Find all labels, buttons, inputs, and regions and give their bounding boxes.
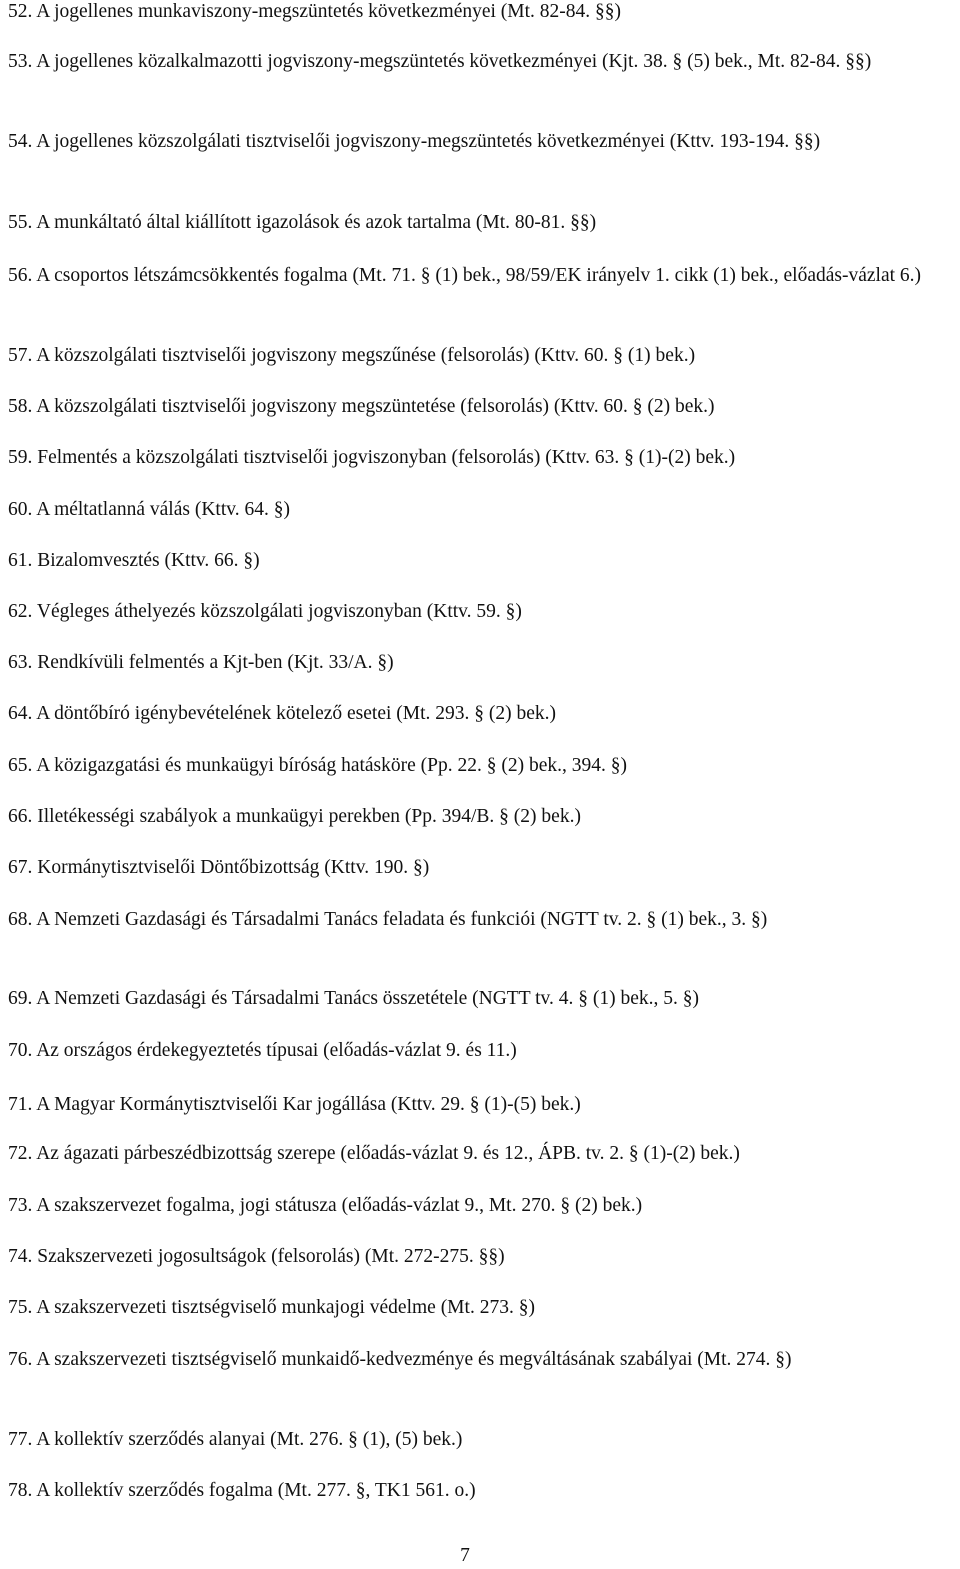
item-text: A csoportos létszámcsökkentés fogalma (Mt. 71. § (1) bek., 98/59/EK irányelv 1. cikk (1) bek., előadás-vázlat 6.): [36, 265, 922, 286]
item-number: 74.: [8, 1246, 33, 1267]
list-item: [8, 1293, 960, 1323]
list-item: [8, 648, 960, 678]
list-item: [8, 392, 960, 422]
item-text: A szakszervezet fogalma, jogi státusza (előadás-vázlat 9., Mt. 270. § (2) bek.): [36, 1195, 643, 1216]
item-number: 70.: [8, 1040, 33, 1061]
item-number: 76.: [8, 1349, 33, 1370]
item-number: 63.: [8, 652, 33, 673]
list-item: [8, 47, 960, 77]
page-number: 7: [460, 1545, 470, 1566]
item-number: 59.: [8, 447, 33, 468]
list-item: [8, 341, 960, 371]
item-text: A döntőbíró igénybevételének kötelező esetei (Mt. 293. § (2) bek.): [36, 703, 557, 724]
item-number: 75.: [8, 1297, 33, 1318]
list-item: [8, 1476, 960, 1506]
item-number: 68.: [8, 909, 33, 930]
item-number: 72.: [8, 1143, 33, 1164]
item-number: 67.: [8, 857, 33, 878]
list-item: [8, 751, 960, 781]
list-item: [8, 1090, 960, 1120]
list-item: [8, 699, 960, 729]
item-text: A jogellenes közszolgálati tisztviselői jogviszony-megszüntetés következményei (Kttv. 193-194. §§): [36, 131, 821, 152]
item-number: 78.: [8, 1480, 33, 1501]
item-text: A Magyar Kormánytisztviselői Kar jogállása (Kttv. 29. § (1)-(5) bek.): [36, 1094, 581, 1115]
list-item: [8, 1036, 960, 1066]
list-item: [8, 495, 960, 525]
item-text: A közszolgálati tisztviselői jogviszony megszűnése (felsorolás) (Kttv. 60. § (1) bek.): [36, 345, 696, 366]
item-text: Illetékességi szabályok a munkaügyi perekben (Pp. 394/B. § (2) bek.): [37, 806, 581, 827]
list-item: [8, 905, 960, 935]
item-text: Kormánytisztviselői Döntőbizottság (Kttv. 190. §): [37, 857, 430, 878]
item-number: 66.: [8, 806, 33, 827]
item-text: Szakszervezeti jogosultságok (felsorolás) (Mt. 272-275. §§): [37, 1246, 505, 1267]
item-text: A szakszervezeti tisztségviselő munkaidő-kedvezménye és megváltásának szabályai (Mt. 274. §): [36, 1349, 792, 1370]
item-number: 60.: [8, 499, 33, 520]
list-item: [8, 1242, 960, 1272]
list-item: [8, 1139, 960, 1169]
item-text: A Nemzeti Gazdasági és Társadalmi Tanács feladata és funkciói (NGTT tv. 2. § (1) bek., 3. §): [36, 909, 768, 930]
item-number: 58.: [8, 396, 33, 417]
item-number: 52.: [8, 1, 33, 22]
list-item: [8, 597, 960, 627]
item-text: Az országos érdekegyeztetés típusai (előadás-vázlat 9. és 11.): [36, 1040, 517, 1061]
list-item: [8, 127, 960, 157]
item-number: 56.: [8, 265, 33, 286]
item-number: 77.: [8, 1429, 33, 1450]
item-number: 69.: [8, 988, 33, 1009]
list-item: [8, 261, 960, 291]
list-item: [8, 0, 960, 27]
item-text: A közszolgálati tisztviselői jogviszony megszüntetése (felsorolás) (Kttv. 60. § (2) bek.): [36, 396, 715, 417]
item-text: A közigazgatási és munkaügyi bíróság hatásköre (Pp. 22. § (2) bek., 394. §): [36, 755, 628, 776]
item-number: 62.: [8, 601, 33, 622]
item-text: A Nemzeti Gazdasági és Társadalmi Tanács összetétele (NGTT tv. 4. § (1) bek., 5. §): [36, 988, 700, 1009]
item-text: A munkáltató által kiállított igazolások és azok tartalma (Mt. 80-81. §§): [36, 212, 597, 233]
item-text: A kollektív szerződés alanyai (Mt. 276. § (1), (5) bek.): [36, 1429, 463, 1450]
item-number: 53.: [8, 51, 33, 72]
list-item: [8, 984, 960, 1014]
list-item: [8, 1425, 960, 1455]
list-item: [8, 1191, 960, 1221]
item-number: 64.: [8, 703, 33, 724]
item-number: 57.: [8, 345, 33, 366]
item-text: A szakszervezeti tisztségviselő munkajogi védelme (Mt. 273. §): [36, 1297, 535, 1318]
item-text: A jogellenes közalkalmazotti jogviszony-megszüntetés következményei (Kjt. 38. § (5) bek., Mt. 82-84. §§): [36, 51, 872, 72]
item-number: 54.: [8, 131, 33, 152]
list-item: [8, 546, 960, 576]
item-number: 55.: [8, 212, 33, 233]
item-text: A jogellenes munkaviszony-megszüntetés következményei (Mt. 82-84. §§): [36, 1, 622, 22]
item-number: 65.: [8, 755, 33, 776]
list-item: [8, 443, 960, 473]
item-text: Bizalomvesztés (Kttv. 66. §): [37, 550, 260, 571]
item-text: A kollektív szerződés fogalma (Mt. 277. §, TK1 561. o.): [36, 1480, 476, 1501]
item-text: Felmentés a közszolgálati tisztviselői jogviszonyban (felsorolás) (Kttv. 63. § (1)-(2) bek.): [37, 447, 736, 468]
item-text: Végleges áthelyezés közszolgálati jogviszonyban (Kttv. 59. §): [36, 601, 522, 622]
list-item: [8, 853, 960, 883]
item-number: 61.: [8, 550, 33, 571]
item-number: 73.: [8, 1195, 33, 1216]
list-item: [8, 802, 960, 832]
item-text: A méltatlanná válás (Kttv. 64. §): [36, 499, 290, 520]
list-item: [8, 1345, 960, 1375]
item-text: Az ágazati párbeszédbizottság szerepe (előadás-vázlat 9. és 12., ÁPB. tv. 2. § (1)-(2) bek.): [36, 1143, 740, 1164]
item-number: 71.: [8, 1094, 33, 1115]
item-text: Rendkívüli felmentés a Kjt-ben (Kjt. 33/A. §): [37, 652, 394, 673]
list-item: [8, 208, 960, 238]
